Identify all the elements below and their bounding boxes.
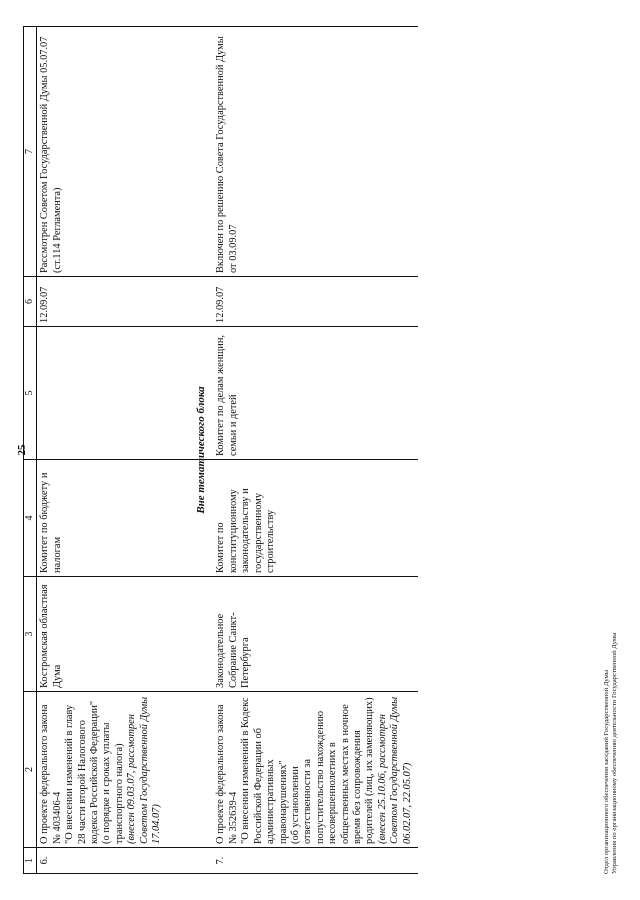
co-committee: Комитет по делам женщин, семьи и детей bbox=[213, 327, 418, 460]
row-number: 7. bbox=[213, 848, 418, 874]
column-number-2: 2 bbox=[24, 692, 37, 848]
row-number: 6. bbox=[37, 848, 168, 874]
date: 12.09.07 bbox=[37, 277, 168, 327]
column-number-7: 7 bbox=[24, 27, 37, 277]
footer bbox=[603, 632, 619, 874]
table-header-row bbox=[24, 27, 37, 874]
column-number-3: 3 bbox=[24, 577, 37, 692]
table-row bbox=[213, 27, 418, 874]
column-number-6: 6 bbox=[24, 277, 37, 327]
column-number-4: 4 bbox=[24, 460, 37, 577]
section-title: Вне тематического блока bbox=[195, 386, 207, 514]
initiator: Костромская областная Дума bbox=[37, 577, 168, 692]
table-row bbox=[37, 27, 168, 874]
co-committee bbox=[37, 327, 168, 460]
bill-description bbox=[37, 692, 168, 848]
column-number-1: 1 bbox=[24, 848, 37, 874]
bill-title: "О внесении изменений в Кодекс Российской Федерации об административных правонарушениях" bbox=[240, 697, 289, 844]
bill-title: "О внесении изменений в главу 28 части второй Налогового кодекса Российской Федерации" bbox=[64, 700, 101, 844]
bill-lead: О проекте федерального закона № 352639-4 bbox=[215, 704, 239, 844]
date: 12.09.07 bbox=[213, 277, 418, 327]
column-number-5: 5 bbox=[24, 327, 37, 460]
responsible-committee: Комитет по бюджету и налогам bbox=[37, 460, 168, 577]
bill-note: (внесен 25.10.06, рассмотрен Советом Государственной Думы 06.02.07, 22.05.07) bbox=[376, 696, 413, 844]
status: Рассмотрен Советом Государственной Думы 05.07.07 (ст.114 Регламента) bbox=[37, 27, 168, 277]
bill-note: (внесен 09.03.07, рассмотрен Советом Государственной Думы 17.04.07) bbox=[126, 696, 163, 844]
bill-lead: О проекте федерального закона № 403406-4 bbox=[39, 704, 63, 844]
agenda-table bbox=[23, 26, 418, 874]
footer-line-2: Управления по организационному обеспечению деятельности Государственной Думы bbox=[611, 632, 618, 874]
bill-subtitle: (об установлении ответственности за попустительство нахождению несовершеннолетних в общественных местах в ночное время без сопровождения родителей (лиц, их заменяющих) bbox=[289, 697, 376, 844]
status: Включен по решению Совета Государственной Думы от 03.09.07 bbox=[213, 27, 418, 277]
page-number: 25 bbox=[16, 444, 28, 456]
responsible-committee: Комитет по конституционному законодательству и государственному строительству bbox=[213, 460, 418, 577]
bill-subtitle: (о порядке и сроках уплаты транспортного налога) bbox=[101, 722, 125, 844]
bill-description bbox=[213, 692, 418, 848]
initiator: Законодательное Собрание Санкт-Петербурга bbox=[213, 577, 418, 692]
footer-line-1: Отдел организационного обеспечения заседаний Государственной Думы bbox=[603, 669, 610, 874]
